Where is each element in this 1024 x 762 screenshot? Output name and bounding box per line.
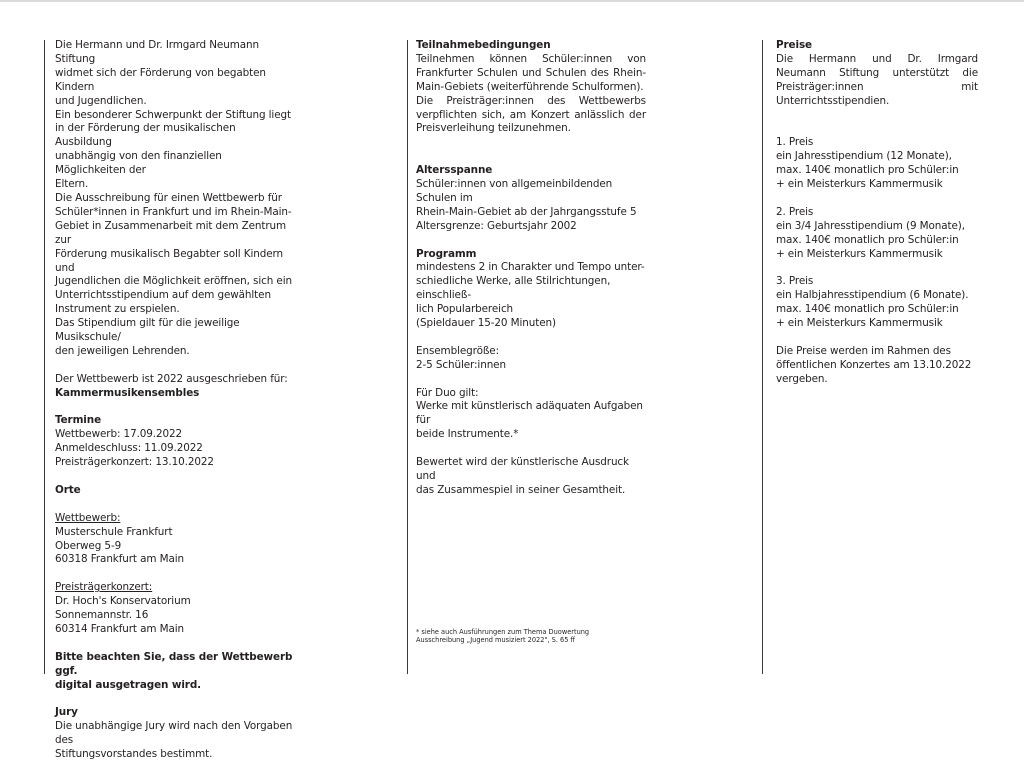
intro-line: Unterrichtsstipendium auf dem gewählten (55, 289, 271, 302)
altersspanne-line: Schüler:innen von allgemeinbildenden Schulen im (416, 178, 613, 204)
duo-rule-line: Für Duo gilt: (416, 386, 479, 399)
venue-concert-line: Dr. Hoch's Konservatorium (55, 595, 191, 608)
ensemble-size-label: Ensemblegröße: (416, 344, 499, 357)
footnote (416, 628, 589, 644)
intro-line: Ein besonderer Schwerpunkt der Stiftung liegt (55, 108, 291, 121)
programm-line: (Spieldauer 15-20 Minuten) (416, 317, 556, 330)
closing-line: Die Preise werden im Rahmen des (776, 344, 951, 357)
prize-2-line: ein 3/4 Jahresstipendium (9 Monate), (776, 219, 965, 232)
duo-rule-line: beide Instrumente.* (416, 428, 519, 441)
preise-intro: Die Hermann und Dr. Irmgard Neumann Stiftung unterstützt die Preisträger:innen mit Unterrichtsstipendien. (776, 52, 978, 107)
prize-1-title: 1. Preis (776, 136, 814, 149)
teilnahme-text: Teilnehmen können Schüler:innen von Frankfurter Schulen und Schulen des Rhein-Main-Gebiets (weiterführende Schulformen). (416, 52, 646, 93)
prize-3-line: + ein Meisterkurs Kammermusik (776, 317, 943, 330)
date-prize-concert: Preisträgerkonzert: 13.10.2022 (55, 456, 214, 469)
venue-concert-label: Preisträgerkonzert: (55, 581, 153, 594)
closing-line: vergeben. (776, 372, 828, 385)
jury-heading: Jury (55, 706, 78, 719)
programm-line: mindestens 2 in Charakter und Tempo unter- (416, 261, 645, 274)
intro-line: Instrument zu erspielen. (55, 303, 180, 316)
intro-line: Schüler*innen in Frankfurt und im Rhein-Main- (55, 205, 292, 218)
intro-line: Gebiet in Zusammenarbeit mit dem Zentrum zur (55, 219, 287, 246)
venue-competition-label: Wettbewerb: (55, 511, 121, 524)
altersspanne-heading: Altersspanne (416, 164, 493, 177)
altersspanne-line: Rhein-Main-Gebiet ab der Jahrgangsstufe 5 (416, 205, 637, 218)
intro-text (55, 39, 295, 359)
venue-competition-line: Musterschule Frankfurt (55, 525, 173, 538)
footnote-line: Ausschreibung „Jugend musiziert 2022", S. 65 ff (416, 636, 576, 645)
competition-type: Kammermusikensembles (55, 386, 200, 399)
digital-notice: digital ausgetragen wird. (55, 678, 202, 691)
termine-heading: Termine (55, 414, 102, 427)
column-right (776, 39, 978, 387)
intro-line: Jugendlichen die Möglichkeit eröffnen, sich ein (55, 275, 292, 288)
intro-line: Eltern. (55, 178, 89, 191)
preise-heading: Preise (776, 39, 812, 51)
column-rule-left (44, 40, 45, 674)
intro-line: Das Stipendium gilt für die jeweilige Musikschule/ (55, 317, 240, 344)
prize-2-line: max. 140€ monatlich pro Schüler:in (776, 233, 959, 246)
jury-text: Stiftungsvorstandes bestimmt. (55, 748, 213, 761)
preistraeger-obligation-text: Die Preisträger:innen des Wettbewerbs verpflichten sich, am Konzert anlässlich der Preisverleihung teilzunehmen. (416, 94, 646, 135)
digital-notice: Bitte beachten Sie, dass der Wettbewerb ggf. (55, 650, 293, 677)
intro-line: widmet sich der Förderung von begabten Kindern (55, 66, 266, 93)
programm-line: lich Popularbereich (416, 303, 514, 316)
prize-1-line: ein Jahresstipendium (12 Monate), (776, 150, 952, 163)
jury-text: Die unabhängige Jury wird nach den Vorgaben des (55, 720, 293, 747)
intro-line: und Jugendlichen. (55, 94, 147, 107)
intro-line: Die Hermann und Dr. Irmgard Neumann Stiftung (55, 39, 259, 65)
prize-3-line: max. 140€ monatlich pro Schüler:in (776, 303, 959, 316)
bewertung-line: das Zusammespiel in seiner Gesamtheit. (416, 483, 626, 496)
prize-2-title: 2. Preis (776, 205, 814, 218)
intro-line: Förderung musikalisch Begabter soll Kindern und (55, 247, 283, 274)
intro-line: Die Ausschreibung für einen Wettbewerb für (55, 191, 282, 204)
venue-concert-line: Sonnemannstr. 16 (55, 609, 149, 622)
venue-competition-line: Oberweg 5-9 (55, 539, 122, 552)
venue-concert-line: 60314 Frankfurt am Main (55, 622, 185, 635)
column-left (55, 39, 295, 762)
prize-1-line: + ein Meisterkurs Kammermusik (776, 178, 943, 191)
intro-line: in der Förderung der musikalischen Ausbildung (55, 122, 236, 149)
altersspanne-line: Altersgrenze: Geburtsjahr 2002 (416, 219, 577, 232)
competition-line: Der Wettbewerb ist 2022 ausgeschrieben für: (55, 372, 288, 385)
orte-heading: Orte (55, 483, 81, 496)
prize-1-line: max. 140€ monatlich pro Schüler:in (776, 164, 959, 177)
teilnahme-heading: Teilnahmebedingungen (416, 39, 551, 51)
column-rule-right (762, 40, 763, 674)
footnote-line: * siehe auch Ausführungen zum Thema Duowertung (416, 628, 590, 636)
column-middle (416, 39, 646, 498)
programm-line: schiedliche Werke, alle Stilrichtungen, einschließ- (416, 275, 611, 302)
prize-3-line: ein Halbjahresstipendium (6 Monate). (776, 289, 969, 302)
date-registration-deadline: Anmeldeschluss: 11.09.2022 (55, 442, 203, 455)
duo-rule-line: Werke mit künstlerisch adäquaten Aufgaben für (416, 400, 643, 427)
page-top-border (0, 0, 1024, 2)
intro-line: den jeweiligen Lehrenden. (55, 344, 190, 357)
bewertung-line: Bewertet wird der künstlerische Ausdruck und (416, 456, 629, 482)
venue-competition-line: 60318 Frankfurt am Main (55, 553, 185, 566)
closing-line: öffentlichen Konzertes am 13.10.2022 (776, 358, 972, 371)
intro-line: unabhängig von den finanziellen Möglichkeiten der (55, 150, 222, 177)
prize-3-title: 3. Preis (776, 275, 814, 288)
programm-heading: Programm (416, 247, 477, 260)
date-competition: Wettbewerb: 17.09.2022 (55, 428, 183, 441)
column-rule-middle (407, 40, 408, 674)
prize-2-line: + ein Meisterkurs Kammermusik (776, 247, 943, 260)
ensemble-size-value: 2-5 Schüler:innen (416, 358, 506, 371)
